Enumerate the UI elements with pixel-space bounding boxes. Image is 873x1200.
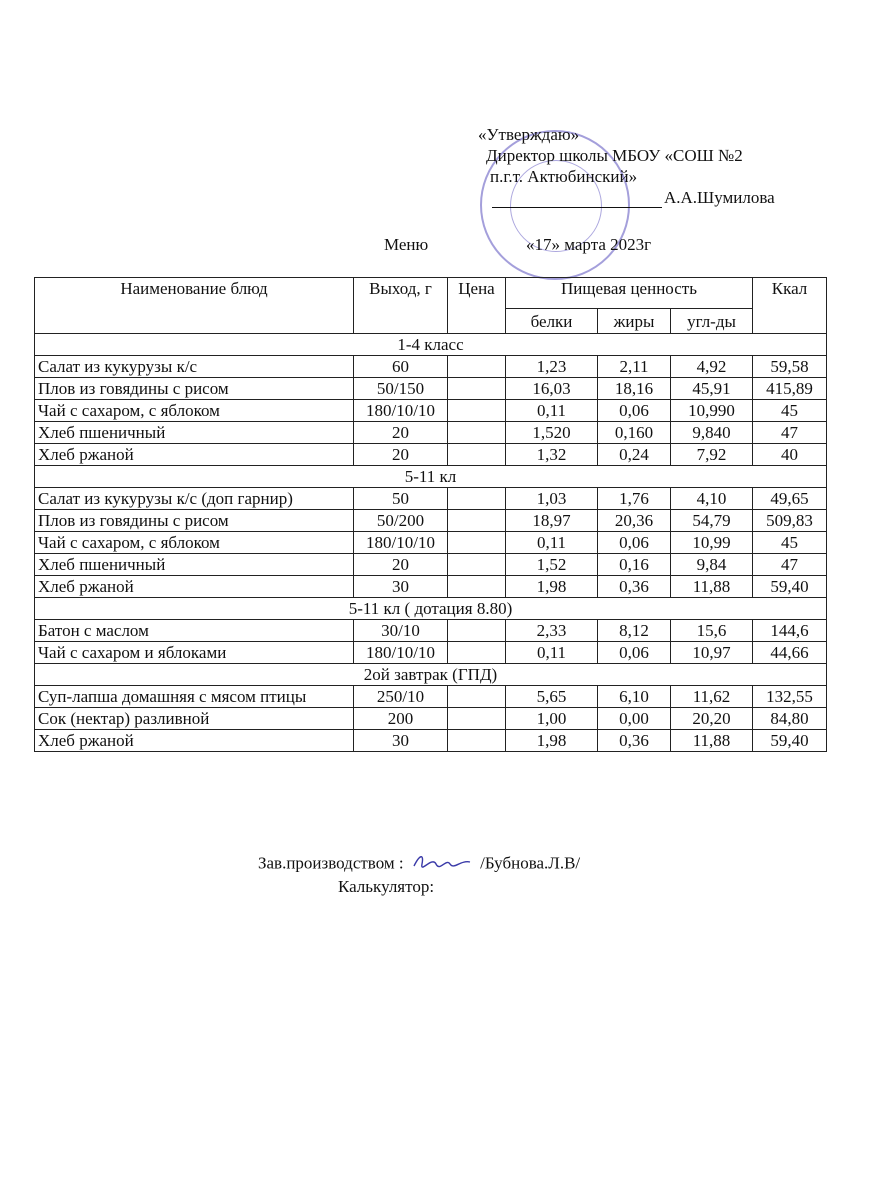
cell-name: Сок (нектар) разливной: [35, 708, 354, 730]
cell-kcal: 47: [753, 422, 827, 444]
cell-price: [448, 642, 506, 664]
cell-carbs: 11,62: [671, 686, 753, 708]
cell-price: [448, 422, 506, 444]
cell-carbs: 15,6: [671, 620, 753, 642]
approval-location: п.г.т. Актюбинский»: [490, 167, 638, 186]
cell-price: [448, 730, 506, 752]
table-row: [35, 532, 827, 554]
approval-block: [478, 124, 775, 208]
cell-carbs: 9,84: [671, 554, 753, 576]
cell-price: [448, 532, 506, 554]
section-title: 5-11 кл: [35, 466, 827, 488]
cell-yield: 30: [354, 730, 448, 752]
cell-carbs: 11,88: [671, 730, 753, 752]
cell-protein: 0,11: [506, 400, 598, 422]
table-row: [35, 708, 827, 730]
cell-protein: 1,52: [506, 554, 598, 576]
calculator-label: Калькулятор:: [338, 877, 435, 896]
cell-carbs: 10,99: [671, 532, 753, 554]
cell-yield: 20: [354, 444, 448, 466]
cell-kcal: 415,89: [753, 378, 827, 400]
header-yield: Выход, г: [354, 278, 448, 334]
cell-kcal: 59,40: [753, 576, 827, 598]
cell-protein: 18,97: [506, 510, 598, 532]
cell-price: [448, 488, 506, 510]
approval-heading: «Утверждаю»: [478, 125, 580, 144]
header-kcal: Ккал: [753, 278, 827, 334]
cell-price: [448, 378, 506, 400]
cell-name: Салат из кукурузы к/с: [35, 356, 354, 378]
cell-carbs: 54,79: [671, 510, 753, 532]
cell-yield: 50/150: [354, 378, 448, 400]
cell-yield: 20: [354, 422, 448, 444]
cell-fat: 6,10: [598, 686, 671, 708]
cell-name: Плов из говядины с рисом: [35, 378, 354, 400]
cell-yield: 180/10/10: [354, 642, 448, 664]
table-row: [35, 444, 827, 466]
cell-price: [448, 510, 506, 532]
cell-yield: 50: [354, 488, 448, 510]
header-protein: белки: [506, 309, 598, 334]
cell-price: [448, 356, 506, 378]
cell-price: [448, 554, 506, 576]
cell-fat: 1,76: [598, 488, 671, 510]
menu-table: [34, 277, 827, 752]
header-carbs: угл-ды: [671, 309, 753, 334]
header-fat: жиры: [598, 309, 671, 334]
table-row: [35, 554, 827, 576]
cell-fat: 2,11: [598, 356, 671, 378]
cell-name: Чай с сахаром, с яблоком: [35, 400, 354, 422]
cell-fat: 0,06: [598, 400, 671, 422]
cell-yield: 180/10/10: [354, 532, 448, 554]
header-name: Наименование блюд: [35, 278, 354, 334]
cell-kcal: 45: [753, 532, 827, 554]
cell-price: [448, 400, 506, 422]
cell-name: Хлеб ржаной: [35, 444, 354, 466]
cell-yield: 180/10/10: [354, 400, 448, 422]
cell-fat: 0,36: [598, 730, 671, 752]
table-row: [35, 378, 827, 400]
cell-protein: 1,23: [506, 356, 598, 378]
cell-carbs: 9,840: [671, 422, 753, 444]
cell-name: Суп-лапша домашняя с мясом птицы: [35, 686, 354, 708]
cell-carbs: 45,91: [671, 378, 753, 400]
cell-fat: 8,12: [598, 620, 671, 642]
cell-protein: 1,00: [506, 708, 598, 730]
cell-fat: 0,36: [598, 576, 671, 598]
cell-price: [448, 576, 506, 598]
page-title: Меню: [384, 235, 429, 254]
production-signature: [258, 852, 580, 877]
cell-kcal: 84,80: [753, 708, 827, 730]
approval-date: «17» марта 2023г: [526, 235, 652, 254]
table-row: [35, 686, 827, 708]
cell-fat: 18,16: [598, 378, 671, 400]
cell-name: Хлеб ржаной: [35, 576, 354, 598]
cell-protein: 1,520: [506, 422, 598, 444]
cell-protein: 0,11: [506, 532, 598, 554]
header-nutrition: Пищевая ценность: [506, 278, 753, 309]
section-row: [35, 466, 827, 488]
cell-name: Чай с сахаром и яблоками: [35, 642, 354, 664]
table-row: [35, 422, 827, 444]
table-row: [35, 488, 827, 510]
cell-kcal: 49,65: [753, 488, 827, 510]
cell-name: Хлеб пшеничный: [35, 422, 354, 444]
production-label: Зав.производством :: [258, 853, 404, 873]
cell-protein: 1,32: [506, 444, 598, 466]
cell-yield: 50/200: [354, 510, 448, 532]
cell-name: Хлеб пшеничный: [35, 554, 354, 576]
cell-name: Хлеб ржаной: [35, 730, 354, 752]
cell-protein: 1,03: [506, 488, 598, 510]
cell-kcal: 47: [753, 554, 827, 576]
table-row: [35, 730, 827, 752]
cell-kcal: 44,66: [753, 642, 827, 664]
section-row: [35, 334, 827, 356]
section-title: 2ой завтрак (ГПД): [35, 664, 827, 686]
cell-name: Батон с маслом: [35, 620, 354, 642]
table-row: [35, 576, 827, 598]
cell-kcal: 45: [753, 400, 827, 422]
cell-fat: 0,00: [598, 708, 671, 730]
approval-position: Директор школы МБОУ «СОШ №2: [486, 146, 743, 165]
cell-yield: 250/10: [354, 686, 448, 708]
section-row: [35, 664, 827, 686]
production-name: /Бубнова.Л.В/: [480, 853, 581, 873]
approval-signer: А.А.Шумилова: [664, 188, 775, 207]
cell-name: Салат из кукурузы к/с (доп гарнир): [35, 488, 354, 510]
table-row: [35, 620, 827, 642]
cell-fat: 20,36: [598, 510, 671, 532]
cell-kcal: 59,58: [753, 356, 827, 378]
cell-price: [448, 620, 506, 642]
cell-protein: 5,65: [506, 686, 598, 708]
cell-price: [448, 686, 506, 708]
cell-protein: 2,33: [506, 620, 598, 642]
cell-price: [448, 708, 506, 730]
header-price: Цена: [448, 278, 506, 334]
cell-carbs: 4,10: [671, 488, 753, 510]
cell-carbs: 10,97: [671, 642, 753, 664]
cell-protein: 16,03: [506, 378, 598, 400]
cell-yield: 20: [354, 554, 448, 576]
cell-price: [448, 444, 506, 466]
cell-carbs: 4,92: [671, 356, 753, 378]
cell-carbs: 11,88: [671, 576, 753, 598]
cell-fat: 0,06: [598, 532, 671, 554]
table-row: [35, 642, 827, 664]
cell-fat: 0,06: [598, 642, 671, 664]
cell-kcal: 509,83: [753, 510, 827, 532]
section-title: 5-11 кл ( дотация 8.80): [35, 598, 827, 620]
cell-kcal: 40: [753, 444, 827, 466]
section-title: 1-4 класс: [35, 334, 827, 356]
cell-fat: 0,160: [598, 422, 671, 444]
cell-yield: 60: [354, 356, 448, 378]
signature-line: [492, 207, 662, 208]
cell-kcal: 132,55: [753, 686, 827, 708]
cell-fat: 0,24: [598, 444, 671, 466]
cell-name: Плов из говядины с рисом: [35, 510, 354, 532]
cell-protein: 1,98: [506, 730, 598, 752]
cell-yield: 30: [354, 576, 448, 598]
cell-protein: 1,98: [506, 576, 598, 598]
table-row: [35, 356, 827, 378]
table-row: [35, 510, 827, 532]
cell-yield: 200: [354, 708, 448, 730]
handwritten-signature: [412, 852, 472, 877]
cell-protein: 0,11: [506, 642, 598, 664]
cell-fat: 0,16: [598, 554, 671, 576]
cell-yield: 30/10: [354, 620, 448, 642]
cell-kcal: 59,40: [753, 730, 827, 752]
cell-kcal: 144,6: [753, 620, 827, 642]
cell-carbs: 10,990: [671, 400, 753, 422]
table-row: [35, 400, 827, 422]
cell-carbs: 7,92: [671, 444, 753, 466]
section-row: [35, 598, 827, 620]
cell-carbs: 20,20: [671, 708, 753, 730]
cell-name: Чай с сахаром, с яблоком: [35, 532, 354, 554]
